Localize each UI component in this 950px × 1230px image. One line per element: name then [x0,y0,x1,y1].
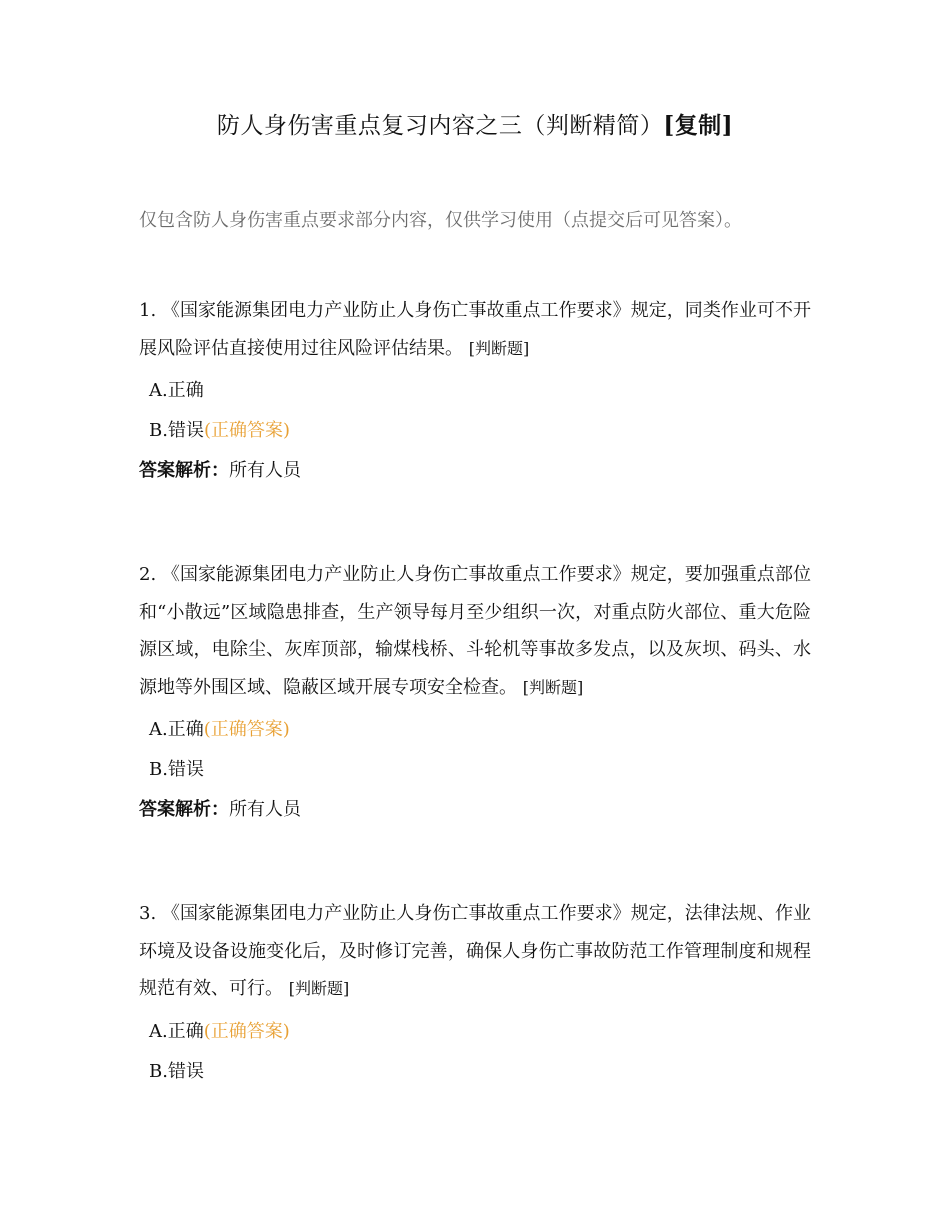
question-stem [139,556,811,706]
answer-analysis [139,451,811,491]
question-2 [139,556,811,830]
question-stem-text: 3. 《国家能源集团电力产业防止人身伤亡事故重点工作要求》规定，法律法规、作业环境及设备设施变化后，及时修订完善，确保人身伤亡事故防范工作管理制度和规程规范有效、可行。 [139,903,811,1000]
question-stem-text: 2. 《国家能源集团电力产业防止人身伤亡事故重点工作要求》规定，要加强重点部位和“小散远”区域隐患排查，生产领导每月至少组织一次，对重点防火部位、重大危险源区域，电除尘、灰库顶部，输煤栈桥、斗轮机等事故多发点，以及灰坝、码头、水源地等外围区域、隐蔽区域开展专项安全检查。 [139,564,811,698]
correct-answer-tag: (正确答案) [203,1020,290,1042]
question-3 [139,895,811,1092]
question-stem-text: 1. 《国家能源集团电力产业防止人身伤亡事故重点工作要求》规定，同类作业可不开展风险评估直接使用过往风险评估结果。 [139,300,811,359]
question-stem [139,895,811,1008]
analysis-text: 所有人员 [229,799,301,821]
question-stem [139,292,811,367]
copy-link[interactable]: [复制] [663,112,734,139]
question-type: [判断题] [522,677,584,697]
option-label: B.错误 [149,420,204,442]
question-1 [139,292,811,491]
option-label: A.正确 [149,1020,204,1042]
option-a[interactable] [139,371,811,411]
correct-answer-tag: (正确答案) [203,420,290,442]
correct-answer-tag: (正确答案) [203,719,290,741]
question-type: [判断题] [468,338,530,358]
option-label: B.错误 [149,1060,204,1082]
answer-analysis [139,790,811,830]
analysis-label: 答案解析： [139,460,229,482]
option-a[interactable] [139,1012,811,1052]
page-title [0,108,950,144]
page-description: 仅包含防人身伤害重点要求部分内容，仅供学习使用（点提交后可见答案）。 [139,210,742,231]
option-b[interactable] [139,750,811,790]
question-type: [判断题] [288,979,350,999]
analysis-label: 答案解析： [139,799,229,821]
option-label: A.正确 [149,380,204,402]
option-b[interactable] [139,1052,811,1092]
option-label: A.正确 [149,719,204,741]
analysis-text: 所有人员 [229,460,301,482]
option-label: B.错误 [149,759,204,781]
option-b[interactable] [139,411,811,451]
page-title-text: 防人身伤害重点复习内容之三（判断精简） [216,113,664,139]
option-a[interactable] [139,710,811,750]
